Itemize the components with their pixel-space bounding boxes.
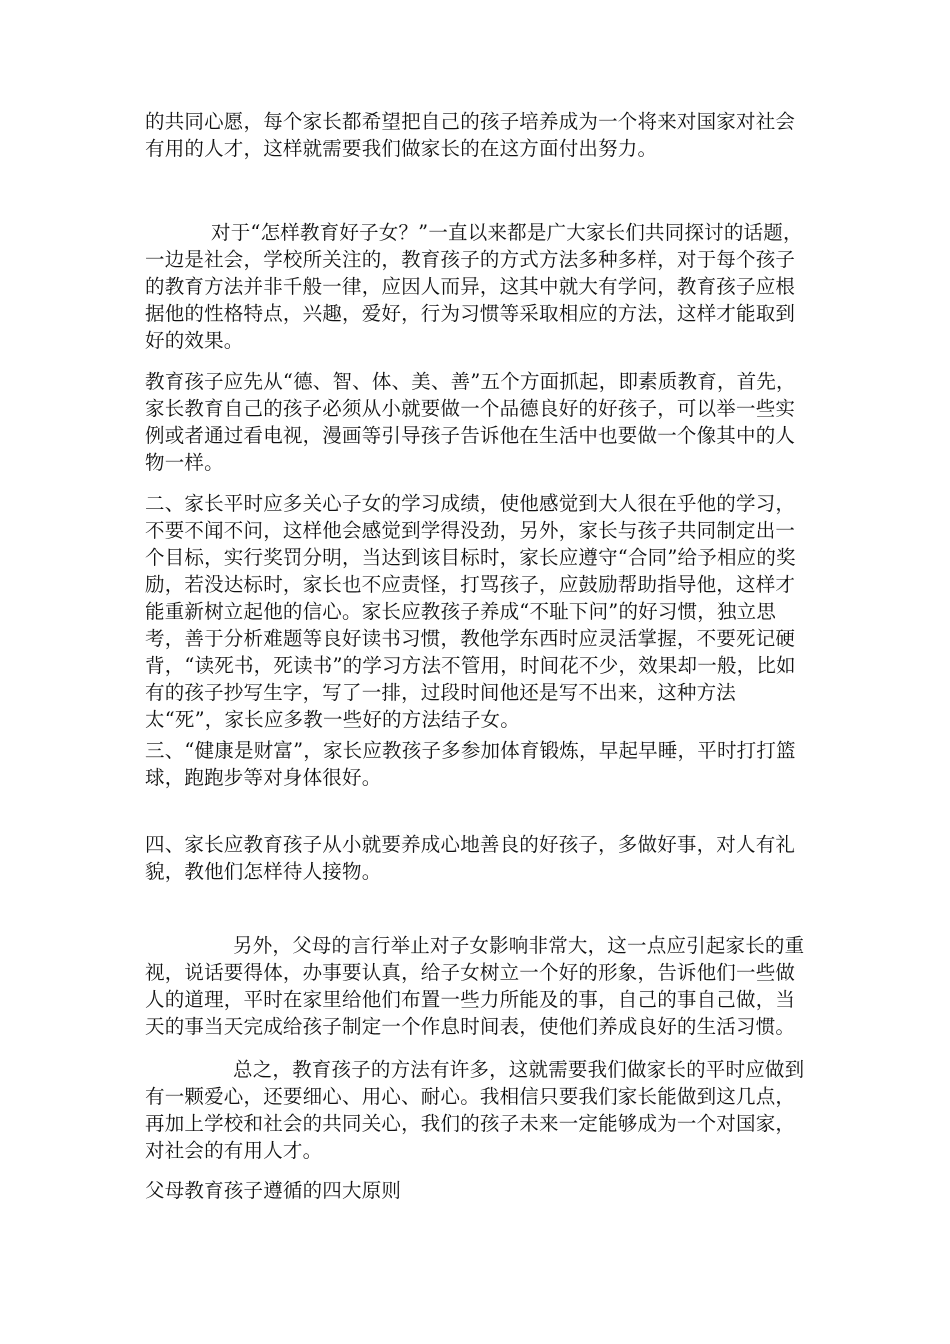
paragraph-point-two: 二、家长平时应多关心子女的学习成绩，使他感觉到大人很在乎他的学习，不要不闻不问，这样他会感觉到学得没劲，另外，家长与孩子共同制定出一个目标，实行奖罚分明，当达到该目标时，家长应遵守“合同”给予相应的奖励，若没达标时，家长也不应责怪，打骂孩子，应鼓励帮助指导他，这样才能重新树立起他的信心。家长应教孩子养成“不耻下问”的好习惯，独立思考，善于分析难题等良好读书习惯，教他学东西时应灵活掌握，不要死记硬背，“读死书，死读书”的学习方法不管用，时间花不少，效果却一般，比如有的孩子抄写生字，写了一排，过段时间他还是写不出来，这种方法太“死”，家长应多教一些好的方法结子女。 xyxy=(145,492,796,731)
paragraph-conclusion: 总之，教育孩子的方法有许多，这就需要我们做家长的平时应做到有一颗爱心，还要细心、用心、耐心。我相信只要我们家长能做到这几点，再加上学校和社会的共同关心，我们的孩子未来一定能够成为一个对国家，对社会的有用人才。 xyxy=(145,1058,805,1162)
paragraph-how-to-educate: 对于“怎样教育好子女？”一直以来都是广大家长们共同探讨的话题，一边是社会，学校所关注的，教育孩子的方式方法多种多样，对于每个孩子的教育方法并非千般一律，应因人而异，这其中就大有学问，教育孩子应根据他的性格特点，兴趣，爱好，行为习惯等采取相应的方法，这样才能取到好的效果。 xyxy=(145,221,803,352)
paragraph-point-four: 四、家长应教育孩子从小就要养成心地善良的好孩子，多做好事，对人有礼貌，教他们怎样待人接物。 xyxy=(145,833,796,883)
paragraph-parents-behavior: 另外，父母的言行举止对子女影响非常大，这一点应引起家长的重视，说话要得体，办事要认真，给子女树立一个好的形象，告诉他们一些做人的道理，平时在家里给他们布置一些力所能及的事，自己的事自己做，当天的事当天完成给孩子制定一个作息时间表，使他们养成良好的生活习惯。 xyxy=(145,934,805,1038)
paragraph-point-three: 三、“健康是财富”，家长应教孩子多参加体育锻炼，早起早睡，平时打打篮球，跑跑步等对身体很好。 xyxy=(145,739,796,789)
section-heading-four-principles: 父母教育孩子遵循的四大原则 xyxy=(145,1179,402,1202)
paragraph-five-aspects: 教育孩子应先从“德、智、体、美、善”五个方面抓起，即素质教育，首先，家长教育自己的孩子必须从小就要做一个品德良好的好孩子，可以举一些实例或者通过看电视，漫画等引导孩子告诉他在生活中也要做一个像其中的人物一样。 xyxy=(145,370,796,474)
paragraph-intro-continuation: 的共同心愿，每个家长都希望把自己的孩子培养成为一个将来对国家对社会有用的人才，这样就需要我们做家长的在这方面付出努力。 xyxy=(145,110,796,160)
